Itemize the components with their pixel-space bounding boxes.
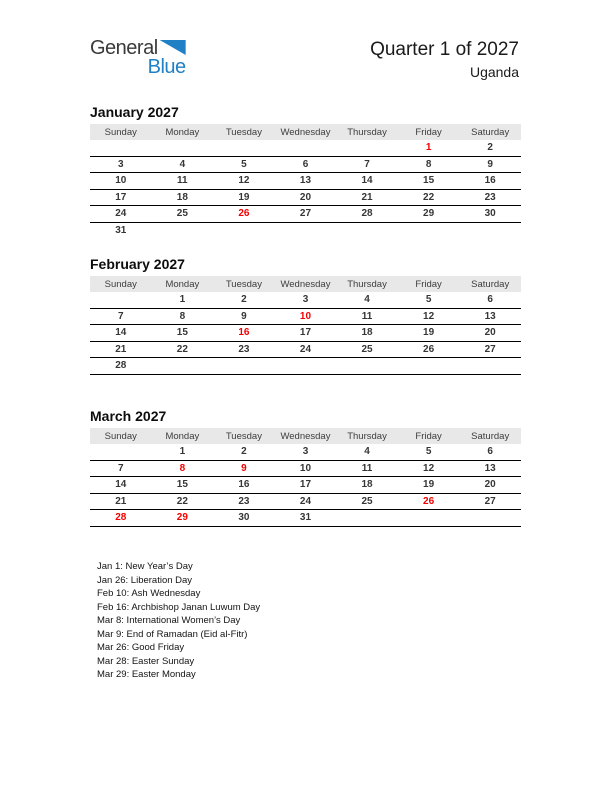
weekday-header: Monday (152, 124, 214, 140)
day-cell: 9 (241, 462, 247, 474)
day-cell: 5 (425, 294, 432, 306)
day-cell: 11 (177, 175, 188, 187)
day-cell: 6 (487, 446, 493, 458)
day-cell: 20 (484, 327, 496, 339)
weekday-header: Wednesday (275, 276, 337, 292)
day-cell: 24 (299, 343, 312, 355)
day-cell: 21 (361, 191, 373, 203)
day-cell: 9 (487, 158, 493, 170)
holiday-list (90, 560, 521, 682)
day-cell: 31 (299, 512, 312, 524)
logo-top-row (90, 38, 186, 58)
day-cell (336, 140, 398, 156)
day-cell: 6 (302, 158, 309, 170)
day-cell (275, 222, 337, 238)
holiday-item: Mar 29: Easter Monday (97, 669, 196, 680)
weekday-header: Wednesday (275, 124, 337, 140)
day-cell: 13 (484, 462, 496, 474)
day-cell (275, 526, 337, 542)
day-cell: 26 (238, 208, 250, 220)
week-row (90, 292, 521, 308)
weekday-header-row (90, 276, 521, 292)
day-cell (459, 526, 521, 542)
month-title: February 2027 (90, 256, 185, 272)
holiday-item: Mar 26: Good Friday (97, 642, 185, 653)
day-cell: 24 (299, 495, 312, 507)
day-cell (398, 526, 460, 542)
day-cell: 26 (423, 495, 435, 507)
weekday-header: Friday (398, 276, 460, 292)
month-march (90, 408, 521, 542)
day-cell (213, 222, 275, 238)
day-cell (213, 358, 275, 375)
weekday-header: Sunday (90, 428, 152, 444)
day-cell: 4 (364, 294, 370, 306)
day-cell (152, 222, 214, 238)
holiday-item: Mar 28: Easter Sunday (97, 655, 195, 667)
day-cell: 20 (299, 191, 312, 203)
day-cell: 7 (364, 158, 370, 170)
day-cell: 31 (115, 224, 127, 236)
day-cell: 23 (238, 343, 250, 355)
week-row (90, 444, 521, 460)
week-row (90, 358, 521, 375)
day-cell: 25 (176, 208, 188, 220)
day-cell: 10 (299, 462, 312, 474)
day-cell: 16 (238, 327, 250, 339)
day-cell (275, 358, 337, 375)
january-calendar-table (90, 124, 521, 238)
title-block (370, 38, 521, 82)
week-row (90, 460, 521, 477)
day-cell: 13 (484, 310, 496, 322)
month-title: January 2027 (90, 104, 179, 120)
day-cell: 29 (423, 208, 435, 220)
day-cell: 27 (484, 343, 496, 355)
day-cell: 22 (423, 191, 435, 203)
day-cell: 17 (299, 479, 312, 491)
february-calendar-table (90, 276, 521, 390)
page-title: Quarter 1 of 2027 (370, 39, 519, 60)
day-cell (459, 510, 521, 527)
day-cell: 4 (364, 446, 370, 458)
weekday-header: Tuesday (213, 276, 275, 292)
day-cell (90, 292, 152, 308)
day-cell: 1 (179, 446, 186, 458)
day-cell (90, 444, 152, 460)
day-cell: 23 (238, 495, 250, 507)
weekday-header: Tuesday (213, 124, 275, 140)
day-cell: 13 (299, 175, 312, 187)
day-cell (152, 526, 214, 542)
week-row (90, 189, 521, 206)
logo-text-blue: Blue (147, 56, 186, 78)
day-cell: 7 (118, 310, 124, 322)
day-cell: 19 (423, 479, 435, 491)
day-cell: 30 (484, 208, 496, 220)
day-cell: 15 (176, 479, 188, 491)
day-cell (398, 222, 460, 238)
day-cell: 17 (299, 327, 312, 339)
day-cell (459, 374, 521, 390)
day-cell: 5 (241, 158, 247, 170)
day-cell: 27 (484, 495, 496, 507)
day-cell: 5 (425, 446, 432, 458)
month-title: March 2027 (90, 408, 167, 424)
day-cell: 26 (423, 343, 435, 355)
day-cell: 19 (423, 327, 435, 339)
holiday-item: Mar 9: End of Ramadan (Eid al-Fitr) (97, 628, 248, 640)
weekday-header: Sunday (90, 124, 152, 140)
day-cell: 20 (484, 479, 496, 491)
day-cell: 3 (302, 446, 309, 458)
day-cell: 1 (425, 142, 432, 154)
day-cell: 2 (241, 446, 247, 458)
day-cell: 25 (361, 495, 373, 507)
day-cell: 30 (238, 512, 250, 524)
day-cell: 4 (179, 158, 186, 170)
day-cell (213, 374, 275, 390)
day-cell (152, 374, 214, 390)
day-cell (152, 140, 214, 156)
day-cell: 29 (176, 512, 188, 524)
day-cell (336, 374, 398, 390)
weekday-header: Thursday (336, 124, 398, 140)
holiday-item: Jan 1: New Year’s Day (97, 561, 193, 572)
week-row (90, 222, 521, 238)
day-cell: 28 (115, 512, 127, 524)
day-cell: 2 (241, 294, 247, 306)
day-cell: 14 (115, 479, 127, 491)
day-cell: 28 (361, 208, 373, 220)
week-row (90, 493, 521, 510)
day-cell: 27 (299, 208, 312, 220)
day-cell (90, 374, 152, 390)
day-cell: 18 (361, 479, 373, 491)
day-cell: 21 (115, 495, 127, 507)
day-cell: 15 (423, 175, 435, 187)
week-row (90, 477, 521, 494)
weekday-header: Saturday (459, 124, 521, 140)
day-cell (275, 374, 337, 390)
day-cell: 14 (361, 175, 373, 187)
day-cell: 9 (241, 310, 247, 322)
page-header (90, 38, 521, 104)
day-cell (275, 140, 337, 156)
month-january (90, 104, 521, 238)
week-row (90, 325, 521, 342)
weekday-header: Saturday (459, 276, 521, 292)
day-cell: 11 (361, 462, 373, 474)
day-cell (336, 510, 398, 527)
day-cell: 18 (361, 327, 373, 339)
week-row (90, 308, 521, 325)
weekday-header: Friday (398, 428, 460, 444)
day-cell: 7 (118, 462, 124, 474)
day-cell: 21 (115, 343, 127, 355)
day-cell (398, 374, 460, 390)
day-cell: 22 (176, 495, 188, 507)
weekday-header: Tuesday (213, 428, 275, 444)
day-cell: 23 (484, 191, 496, 203)
day-cell (336, 526, 398, 542)
day-cell: 11 (361, 310, 373, 322)
weekday-header: Thursday (336, 428, 398, 444)
week-row (90, 173, 521, 190)
day-cell: 12 (423, 310, 435, 322)
page-content (90, 38, 521, 682)
day-cell: 3 (118, 158, 124, 170)
day-cell: 25 (361, 343, 373, 355)
holiday-item: Mar 8: International Women’s Day (97, 615, 241, 626)
weekday-header: Friday (398, 124, 460, 140)
day-cell (459, 358, 521, 375)
weekday-header: Thursday (336, 276, 398, 292)
day-cell: 22 (176, 343, 188, 355)
page-subtitle: Uganda (469, 64, 519, 80)
weekday-header: Sunday (90, 276, 152, 292)
day-cell: 18 (176, 191, 188, 203)
day-cell: 8 (179, 310, 186, 322)
day-cell: 28 (115, 360, 127, 372)
holiday-item: Jan 26: Liberation Day (97, 574, 193, 586)
week-row (90, 206, 521, 223)
day-cell: 1 (179, 294, 186, 306)
weekday-header-row (90, 124, 521, 140)
day-cell (336, 358, 398, 375)
logo-text-general: General (90, 37, 158, 59)
day-cell: 10 (115, 175, 127, 187)
week-row (90, 510, 521, 527)
day-cell: 12 (238, 175, 250, 187)
day-cell: 6 (487, 294, 493, 306)
day-cell: 19 (238, 191, 250, 203)
day-cell (398, 510, 460, 527)
day-cell: 8 (425, 158, 432, 170)
weekday-header: Monday (152, 428, 214, 444)
weekday-header-row (90, 428, 521, 444)
day-cell: 17 (115, 191, 127, 203)
day-cell (90, 140, 152, 156)
day-cell (398, 358, 460, 375)
general-blue-logo (90, 38, 186, 77)
day-cell: 15 (176, 327, 188, 339)
day-cell: 2 (487, 142, 493, 154)
holiday-item: Feb 16: Archbishop Janan Luwum Day (97, 601, 261, 613)
weekday-header: Monday (152, 276, 214, 292)
day-cell: 14 (115, 327, 127, 339)
week-row (90, 140, 521, 156)
day-cell: 12 (423, 462, 435, 474)
day-cell: 3 (302, 294, 309, 306)
day-cell (213, 526, 275, 542)
week-row (90, 526, 521, 542)
logo-triangle-icon (160, 40, 186, 55)
month-february (90, 256, 521, 390)
day-cell: 16 (484, 175, 496, 187)
day-cell: 8 (179, 462, 186, 474)
holiday-item: Feb 10: Ash Wednesday (97, 588, 201, 599)
day-cell (90, 526, 152, 542)
march-calendar-table (90, 428, 521, 542)
weekday-header: Saturday (459, 428, 521, 444)
day-cell (213, 140, 275, 156)
week-row (90, 341, 521, 358)
day-cell: 24 (115, 208, 127, 220)
week-row (90, 374, 521, 390)
day-cell (152, 358, 214, 375)
day-cell (336, 222, 398, 238)
day-cell: 10 (299, 310, 312, 322)
day-cell (459, 222, 521, 238)
weekday-header: Wednesday (275, 428, 337, 444)
week-row (90, 156, 521, 173)
day-cell: 16 (238, 479, 250, 491)
